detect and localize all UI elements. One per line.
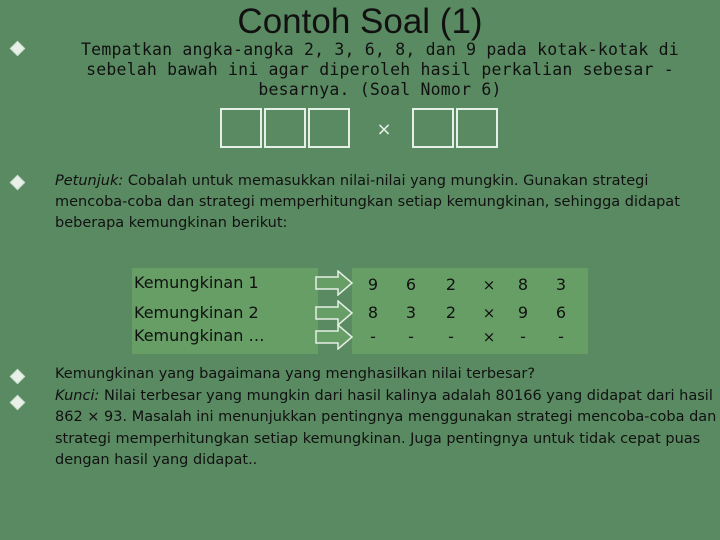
cell-r2-c1: 8: [367, 303, 379, 322]
cell-r1-c6: 3: [555, 275, 567, 294]
cell-r1-c2: 6: [405, 275, 417, 294]
diamond-bullet-icon: [10, 175, 26, 191]
diamond-bullet-icon: [10, 369, 26, 385]
digit-box-2: [264, 108, 306, 148]
digit-box-4: [412, 108, 454, 148]
cell-r2-c4: ×: [482, 304, 496, 322]
right-arrow-icon: [314, 270, 354, 296]
cell-r2-c3: 2: [445, 303, 457, 322]
cell-r2-c2: 3: [405, 303, 417, 322]
question-text: Kemungkinan yang bagaimana yang menghasilkan nilai terbesar?: [55, 366, 536, 382]
cell-r1-c3: 2: [445, 275, 457, 294]
possibility-label-1: Kemungkinan 1: [134, 273, 259, 292]
cell-r1-c4: ×: [482, 276, 496, 294]
hint-paragraph: [55, 171, 715, 234]
cell-r2-c5: 9: [517, 303, 529, 322]
cell-r1-c5: 8: [517, 275, 529, 294]
digit-box-3: [308, 108, 350, 148]
hint-label: Petunjuk:: [55, 173, 124, 189]
possibility-label-3: Kemungkinan …: [134, 326, 265, 345]
right-arrow-icon: [314, 300, 354, 326]
cell-r3-c6: -: [558, 327, 564, 346]
diamond-bullet-icon: [10, 395, 26, 411]
times-sign: ×: [376, 119, 392, 140]
cell-r3-c3: -: [448, 327, 454, 346]
problem-text: Tempatkan angka-angka 2, 3, 6, 8, dan 9 pada kotak-kotak di sebelah bawah ini agar diperoleh hasil perkalian sebesar -besarnya. (Soal Nomor 6): [81, 40, 679, 99]
cell-r2-c6: 6: [555, 303, 567, 322]
cell-r3-c2: -: [408, 327, 414, 346]
key-label: Kunci:: [55, 387, 100, 404]
possibility-label-2: Kemungkinan 2: [134, 303, 259, 322]
cell-r3-c1: -: [370, 327, 376, 346]
key-text: Nilai terbesar yang mungkin dari hasil kalinya adalah 80166 yang didapat dari hasil 862 × 93. Masalah ini menunjukkan pentingnya menggunakan strategi mencoba-coba dan strategi memperhitungkan setiap kemungkinan. Juga pentingnya untuk tidak cepat puas dengan hasil yang didapat..: [55, 387, 717, 468]
key-paragraph: [55, 386, 720, 472]
cell-r3-c5: -: [520, 327, 526, 346]
cell-r3-c4: ×: [482, 328, 496, 346]
slide-title: Contoh Soal (1): [237, 2, 483, 41]
digit-box-1: [220, 108, 262, 148]
cell-r1-c1: 9: [367, 275, 379, 294]
answer-section: [55, 364, 720, 472]
diamond-bullet-icon: [10, 41, 26, 57]
right-arrow-icon: [314, 324, 354, 350]
hint-text: Cobalah untuk memasukkan nilai-nilai yang mungkin. Gunakan strategi mencoba-coba dan strategi memperhitungkan setiap kemungkinan, sehingga didapat beberapa kemungkinan berikut:: [55, 173, 680, 231]
digit-box-5: [456, 108, 498, 148]
